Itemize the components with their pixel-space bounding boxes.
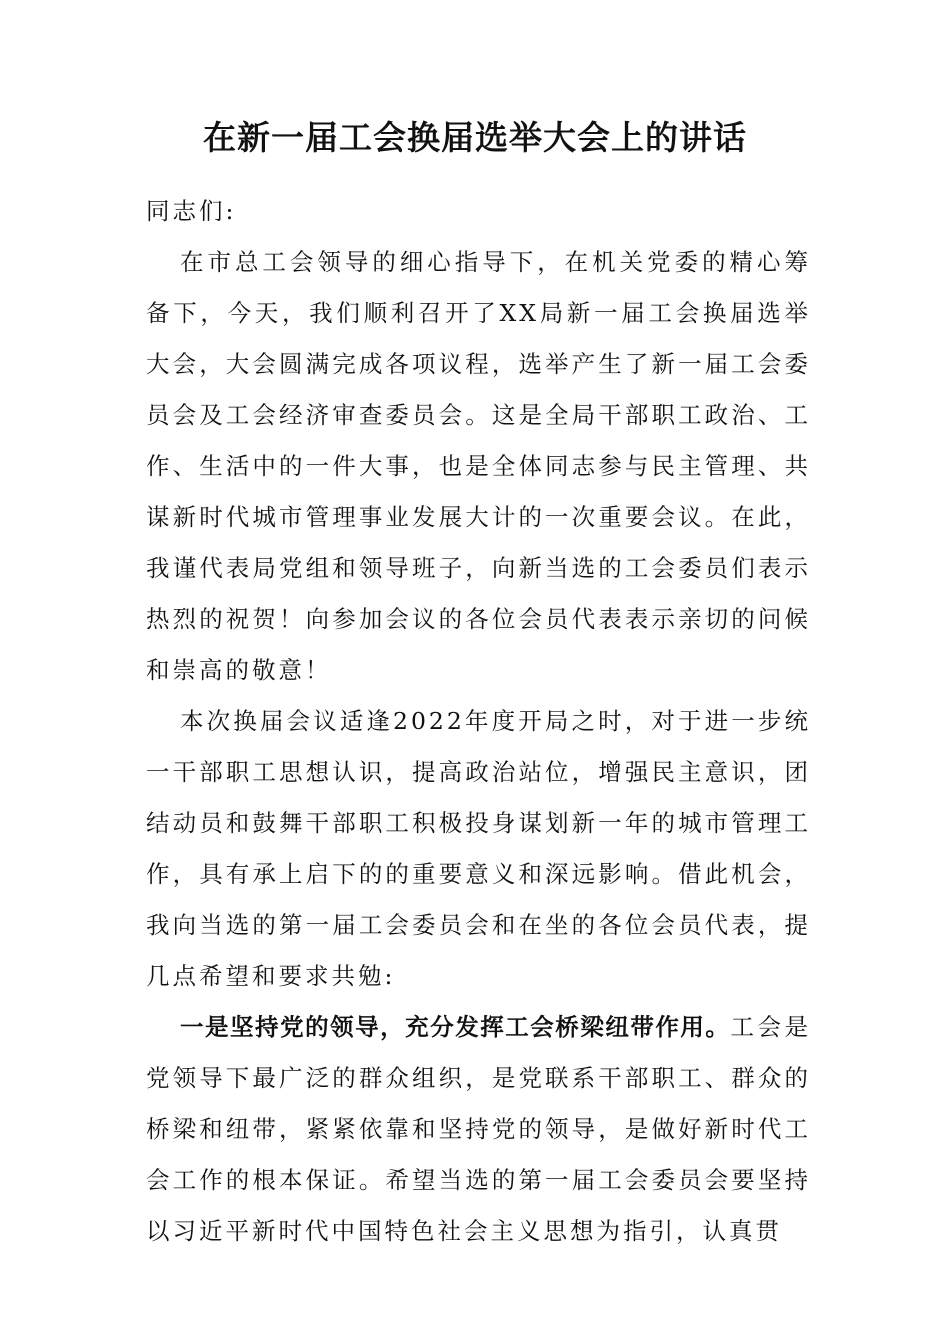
paragraph-3-bold-lead: 一是坚持党的领导，充分发挥工会桥梁纽带作用。 xyxy=(180,1013,731,1041)
salutation: 同志们: xyxy=(146,197,237,225)
paragraph-2: 本次换届会议适逢2022年度开局之时，对于进一步统一干部职工思想认识，提高政治站位，增强民主意识，团结动员和鼓舞干部职工积极投身谋划新一年的城市管理工作，具有承上启下的的重要意义和深远影响。借此机会，我向当选的第一届工会委员会和在坐的各位会员代表，提几点希望和要求共勉: xyxy=(146,707,811,990)
paragraph-1: 在市总工会领导的细心指导下，在机关党委的精心筹备下，今天，我们顺利召开了XX局新一届工会换届选举大会，大会圆满完成各项议程，选举产生了新一届工会委员会及工会经济审查委员会。这是全局干部职工政治、工作、生活中的一件大事，也是全体同志参与民主管理、共谋新时代城市管理事业发展大计的一次重要会议。在此，我谨代表局党组和领导班子，向新当选的工会委员们表示热烈的祝贺！向参加会议的各位会员代表表示亲切的问候和崇高的敬意！ xyxy=(146,248,811,684)
document-body xyxy=(146,186,811,1257)
paragraph-3-text: 工会是党领导下最广泛的群众组织，是党联系干部职工、群众的桥梁和纽带，紧紧依靠和坚持党的领导，是做好新时代工会工作的根本保证。希望当选的第一届工会委员会要坚持以习近平新时代中国特色社会主义思想为指引，认真贯 xyxy=(146,1013,812,1245)
document-title: 在新一届工会换届选举大会上的讲话 xyxy=(203,118,747,157)
paragraph-3 xyxy=(146,1002,811,1257)
